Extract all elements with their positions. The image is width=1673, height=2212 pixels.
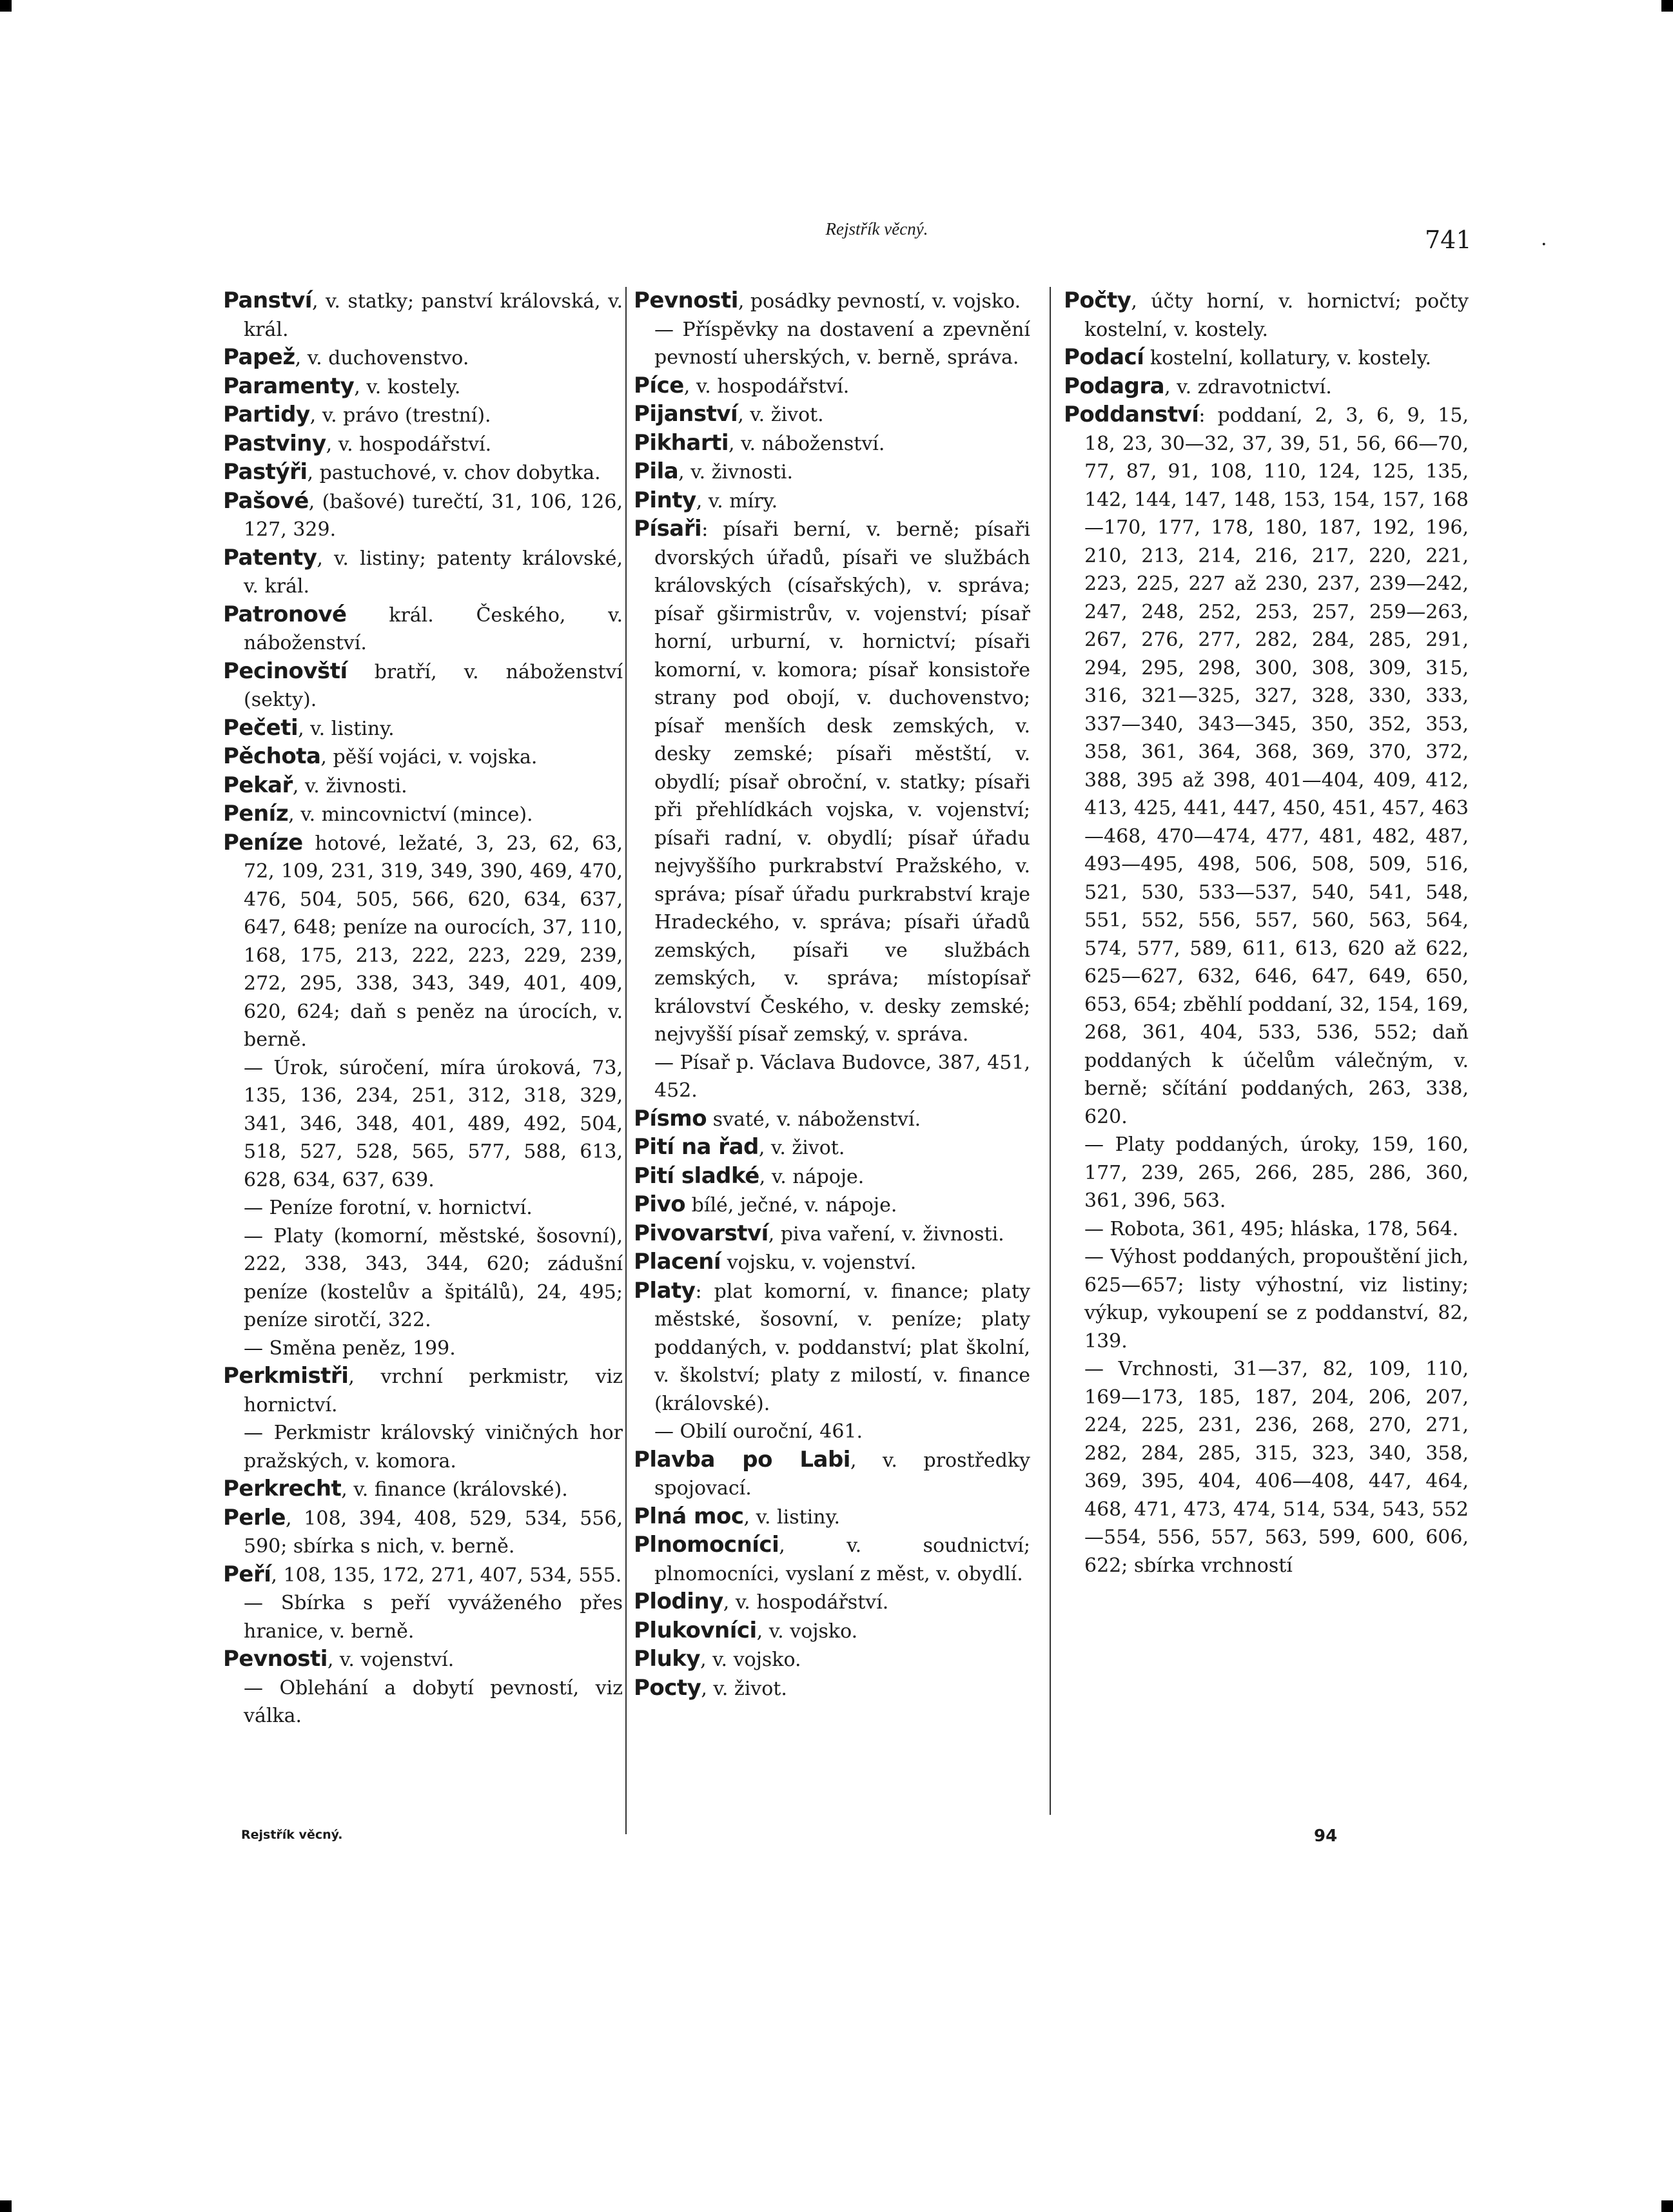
entry-headword: Podagra <box>1064 373 1165 399</box>
index-entry <box>634 429 1030 458</box>
entry-text: , v. nápoje. <box>759 1165 865 1188</box>
index-entry <box>223 373 623 402</box>
entry-headword: Peníz <box>223 801 289 827</box>
index-entry <box>223 743 623 772</box>
entry-headword: Pikharti <box>634 429 729 456</box>
entry-text: — Sbírka s peří vyváženého přes hranice, v. berně. <box>244 1592 623 1643</box>
entry-text: , v. hospodářství. <box>683 375 850 398</box>
entry-headword: Pivovarství <box>634 1220 768 1246</box>
page-number: 741 <box>1425 226 1472 254</box>
entry-headword: Plukovníci <box>634 1617 757 1643</box>
entry-headword: Pevnosti <box>223 1646 328 1672</box>
index-subentry <box>634 316 1030 372</box>
index-entry <box>223 458 623 487</box>
entry-headword: Pijanství <box>634 401 738 427</box>
entry-headword: Pevnosti <box>634 288 738 313</box>
entry-text: , v. mincovnictví (mince). <box>288 803 533 826</box>
entry-text: , 108, 394, 408, 529, 534, 556, 590; sbírka s nich, v. berně. <box>244 1507 623 1558</box>
entry-text: , 108, 135, 172, 271, 407, 534, 555. <box>271 1563 622 1587</box>
index-entry <box>634 1105 1030 1134</box>
index-subentry <box>634 1049 1030 1105</box>
entry-text: , v. listiny. <box>298 717 395 740</box>
index-column-3 <box>1064 287 1469 1580</box>
index-entry <box>223 1475 623 1504</box>
entry-text: , (bašové) turečtí, 31, 106, 126, 127, 329. <box>244 490 623 541</box>
entry-text: svaté, v. náboženství. <box>707 1108 921 1131</box>
entry-headword: Platy <box>634 1277 696 1304</box>
column-rule-left <box>625 287 627 1834</box>
running-head: Rejstřík věcný. <box>825 219 928 239</box>
index-entry <box>634 1617 1030 1646</box>
column-rule-right <box>1050 287 1051 1815</box>
entry-text: — Vrchnosti, 31—37, 82, 109, 110, 169—173, 185, 187, 204, 206, 207, 224, 225, 231, 236, 268, 270, 271, 282, 284, 285, 315, 323, 340, 358, 369, 395, 404, 406—408, 447, 464, 468, 471, 473, 474, 514, 534, 543, 552—554, 556, 557, 563, 599, 600, 606, 622; sbírka vrchností <box>1084 1358 1469 1577</box>
entry-headword: Písaři <box>634 516 702 542</box>
entry-text: , v. náboženství. <box>729 432 885 455</box>
entry-text: , v. život. <box>701 1677 787 1700</box>
entry-text: — Peníze forotní, v. hornictví. <box>244 1197 533 1219</box>
index-subentry <box>1064 1131 1469 1215</box>
index-entry <box>634 487 1030 516</box>
index-entry <box>223 829 623 1054</box>
entry-text: , pěší vojáci, v. vojska. <box>320 746 538 768</box>
entry-text: , v. zdravotnictví. <box>1164 375 1332 398</box>
entry-text: , v. hospodářství. <box>326 433 492 456</box>
index-entry <box>1064 344 1469 373</box>
entry-headword: Peří <box>223 1561 271 1587</box>
entry-text: , v. soudnictví; plnomocníci, vyslaní z měst, v. obydlí. <box>654 1534 1030 1585</box>
entry-headword: Pocty <box>634 1674 701 1701</box>
entry-text: , pastuchové, v. chov dobytka. <box>307 462 601 484</box>
entry-text: , v. vojsko. <box>700 1649 801 1671</box>
entry-text: , v. prostředky spojovací. <box>654 1449 1030 1500</box>
index-entry <box>223 487 623 544</box>
entry-text: , v. listiny. <box>743 1505 841 1529</box>
index-entry <box>634 1503 1030 1532</box>
entry-text: — Platy (komorní, městské, šosovní), 222, 338, 343, 344, 620; zádušní peníze (kostelův a špitálů), 24, 495; peníze sirotčí, 322. <box>244 1224 623 1331</box>
entry-headword: Plnomocníci <box>634 1532 779 1558</box>
entry-headword: Pečeti <box>223 714 298 741</box>
entry-headword: Perkrecht <box>223 1476 342 1502</box>
index-subentry <box>223 1589 623 1645</box>
entry-text: — Robota, 361, 495; hláska, 178, 564. <box>1084 1217 1459 1240</box>
index-entry <box>634 1220 1030 1249</box>
index-entry <box>223 1645 623 1674</box>
entry-text: bílé, ječné, v. nápoje. <box>685 1194 897 1217</box>
entry-text: hotové, ležaté, 3, 23, 62, 63, 72, 109, 231, 319, 349, 390, 469, 470, 476, 504, 505, 566, 620, 634, 637, 647, 648; peníze na ourocích, 37, 110, 168, 175, 213, 222, 223, 229, 239, 272, 295, 338, 343, 349, 401, 409, 620, 624; daň s peněz na úrocích, v. berně. <box>244 832 623 1051</box>
entry-headword: Plavba po Labi <box>634 1446 850 1473</box>
index-entry <box>634 515 1030 1049</box>
index-entry <box>223 772 623 801</box>
entry-text: , v. finance (královské). <box>341 1478 568 1501</box>
entry-text: bratří, v. náboženství (sekty). <box>244 660 623 711</box>
index-column-2 <box>634 287 1030 1703</box>
entry-headword: Pastviny <box>223 430 326 456</box>
entry-headword: Podací <box>1064 344 1144 370</box>
entry-headword: Pěchota <box>223 743 321 769</box>
index-subentry <box>223 1054 623 1195</box>
index-subentry <box>223 1194 623 1222</box>
entry-text: , v. život. <box>758 1137 845 1159</box>
entry-text: , v. kostely. <box>354 375 461 398</box>
entry-text: — Směna peněz, 199. <box>244 1336 456 1360</box>
entry-headword: Počty <box>1064 288 1131 313</box>
entry-text: , v. listiny; patenty královské, v. král. <box>244 547 623 598</box>
entry-text: : plat komorní, v. finance; platy městské, šosovní, v. peníze; platy poddaných, v. poddanství; plat školní, v. školství; platy z milostí, v. finance (královské). <box>654 1280 1030 1415</box>
entry-text: — Oblehání a dobytí pevností, viz válka. <box>244 1676 623 1727</box>
entry-text: , účty horní, v. hornictví; počty kostelní, v. kostely. <box>1084 290 1469 341</box>
entry-headword: Placení <box>634 1249 721 1275</box>
index-entry <box>223 544 623 601</box>
index-entry <box>634 1248 1030 1277</box>
index-subentry <box>223 1222 623 1335</box>
index-entry <box>1064 287 1469 344</box>
index-entry <box>634 287 1030 316</box>
index-subentry <box>1064 1215 1469 1244</box>
entry-text: , vrchní perkmistr, viz hornictví. <box>244 1365 623 1416</box>
scan-corner-top-left <box>0 0 12 12</box>
entry-headword: Píce <box>634 372 684 398</box>
index-entry <box>1064 373 1469 402</box>
index-subentry <box>223 1419 623 1475</box>
entry-headword: Písmo <box>634 1105 707 1131</box>
entry-headword: Paramenty <box>223 373 355 399</box>
entry-text: , v. míry. <box>696 489 778 513</box>
entry-headword: Peníze <box>223 829 303 856</box>
entry-headword: Pila <box>634 458 679 484</box>
index-entry <box>223 1362 623 1419</box>
entry-headword: Papež <box>223 344 295 370</box>
entry-text: , v. hospodářství. <box>723 1591 889 1614</box>
index-subentry <box>1064 1243 1469 1355</box>
index-entry <box>634 372 1030 401</box>
entry-text: kostelní, kollatury, v. kostely. <box>1144 347 1432 369</box>
entry-headword: Pivo <box>634 1191 686 1217</box>
index-entry <box>634 1645 1030 1674</box>
entry-headword: Perle <box>223 1504 286 1531</box>
index-entry <box>634 1191 1030 1220</box>
scan-corner-bottom-right <box>1661 2200 1673 2212</box>
index-entry <box>634 1277 1030 1418</box>
entry-text: vojsku, v. vojenství. <box>721 1251 917 1274</box>
entry-headword: Perkmistři <box>223 1363 349 1389</box>
index-entry <box>223 658 623 714</box>
index-entry <box>223 287 623 344</box>
entry-headword: Patronové <box>223 601 347 627</box>
entry-headword: Pinty <box>634 487 696 513</box>
entry-headword: Partidy <box>223 402 310 427</box>
index-entry <box>223 344 623 373</box>
index-entry <box>223 1561 623 1590</box>
index-entry <box>223 601 623 658</box>
index-entry <box>223 1504 623 1561</box>
index-entry <box>634 400 1030 429</box>
index-subentry <box>223 1674 623 1730</box>
index-subentry <box>634 1418 1030 1446</box>
index-entry <box>223 401 623 430</box>
entry-text: : poddaní, 2, 3, 6, 9, 15, 18, 23, 30—32, 37, 39, 51, 56, 66—70, 77, 87, 91, 108, 110, 124, 125, 135, 142, 144, 147, 148, 153, 154, 157, 168—170, 177, 178, 180, 187, 192, 196, 210, 213, 214, 216, 217, 220, 221, 223, 225, 227 až 230, 237, 239—242, 247, 248, 252, 253, 257, 259—263, 267, 276, 277, 282, 284, 285, 291, 294, 295, 298, 300, 308, 309, 315, 316, 321—325, 327, 328, 330, 333, 337—340, 343—345, 350, 352, 353, 358, 361, 364, 368, 369, 370, 372, 388, 395 až 398, 401—404, 409, 412, 413, 425, 441, 447, 450, 451, 457, 463—468, 470—474, 477, 481, 482, 487, 493—495, 498, 506, 508, 509, 516, 521, 530, 533—537, 540, 541, 548, 551, 552, 556, 557, 560, 563, 564, 574, 577, 589, 611, 613, 620 až 622, 625—627, 632, 646, 647, 649, 650, 653, 654; zběhlí poddaní, 32, 154, 169, 268, 361, 404, 533, 536, 552; daň poddaných k účelům válečným, v. berně; sčítání poddaných, 263, 338, 620. <box>1084 404 1469 1128</box>
index-entry <box>223 430 623 459</box>
entry-text: — Výhost poddaných, propouštění jich, 625—657; listy výhostní, viz listiny; výkup, vykoupení se z poddanství, 82, 139. <box>1084 1246 1469 1353</box>
entry-text: — Úrok, súročení, míra úroková, 73, 135, 136, 234, 251, 312, 318, 329, 341, 346, 348, 401, 489, 492, 504, 518, 527, 528, 565, 577, 588, 613, 628, 634, 637, 639. <box>244 1056 623 1191</box>
entry-text: — Příspěvky na dostavení a zpevnění pevností uherských, v. berně, správa. <box>654 318 1030 369</box>
entry-headword: Panství <box>223 288 312 313</box>
printer-signature: Rejstřík věcný. <box>241 1828 343 1842</box>
index-column-1 <box>223 287 623 1730</box>
index-entry <box>634 458 1030 487</box>
index-entry <box>634 1162 1030 1191</box>
scan-corner-top-right <box>1661 0 1673 12</box>
index-entry <box>634 1588 1030 1617</box>
entry-text: , v. duchovenstvo. <box>295 347 469 369</box>
index-entry <box>634 1133 1030 1162</box>
entry-text: , v. statky; panství královská, v. král. <box>244 290 623 341</box>
entry-headword: Plná moc <box>634 1503 744 1529</box>
scan-corner-bottom-left <box>0 2200 12 2212</box>
index-entry <box>223 714 623 743</box>
entry-text: , v. vojsko. <box>756 1620 858 1643</box>
entry-headword: Pluky <box>634 1646 701 1672</box>
entry-text: , v. právo (trestní). <box>309 404 491 427</box>
entry-headword: Pití na řad <box>634 1134 759 1160</box>
index-subentry <box>1064 1355 1469 1580</box>
entry-text: , v. vojenství. <box>327 1649 455 1671</box>
entry-text: , v. živnosti. <box>678 461 794 484</box>
entry-text: — Písař p. Václava Budovce, 387, 451, 452. <box>654 1051 1030 1102</box>
entry-text: — Perkmistr královský viničných hor pražských, v. komora. <box>244 1422 623 1473</box>
entry-text: — Obilí ouroční, 461. <box>654 1420 863 1443</box>
entry-text: , posádky pevností, v. vojsko. <box>738 290 1021 313</box>
entry-headword: Plodiny <box>634 1589 723 1614</box>
entry-text: , v. živnosti. <box>292 774 407 798</box>
entry-text: , piva vaření, v. živnosti. <box>768 1222 1004 1246</box>
entry-text: král. Českého, v. náboženství. <box>244 603 623 654</box>
entry-text: — Platy poddaných, úroky, 159, 160, 177, 239, 265, 266, 285, 286, 360, 361, 396, 563. <box>1084 1133 1469 1212</box>
entry-headword: Pití sladké <box>634 1162 759 1189</box>
sheet-number: 94 <box>1314 1826 1338 1846</box>
entry-headword: Pastýři <box>223 459 308 485</box>
entry-headword: Patenty <box>223 544 317 571</box>
index-entry <box>634 1531 1030 1588</box>
index-entry <box>223 800 623 829</box>
entry-text: : písaři berní, v. berně; písaři dvorských úřadů, písaři ve službách královských (císařských), v. správa; písař gširmistrův, v. vojenství; písař horní, urburní, v. hornictví; písaři komorní, v. komora; písař konsistoře strany pod obojí, v. duchovenstvo; písař menších desk zemských, v. desky zemské; písaři městští, v. obydlí; písař obroční, v. statky; písaři při přehlídkách vojska, v. vojenství; písaři radní, v. obydlí; písař úřadu nejvyššího purkrabství Pražského, v. správa; písař úřadu purkrabství kraje Hradeckého, v. správa; písaři úřadů zemských, písaři ve službách zemských, v. správa; místopísař království Českého, v. desky zemské; nejvyšší písař zemský, v. správa. <box>654 518 1030 1046</box>
entry-headword: Pekař <box>223 772 293 798</box>
index-subentry <box>223 1335 623 1363</box>
index-entry <box>1064 401 1469 1131</box>
index-entry <box>634 1674 1030 1703</box>
entry-headword: Poddanství <box>1064 402 1199 427</box>
index-entry <box>634 1446 1030 1503</box>
page-dot: · <box>1541 233 1547 256</box>
entry-text: , v. život. <box>738 404 824 426</box>
entry-headword: Pašové <box>223 487 309 514</box>
entry-headword: Pecinovští <box>223 658 347 684</box>
